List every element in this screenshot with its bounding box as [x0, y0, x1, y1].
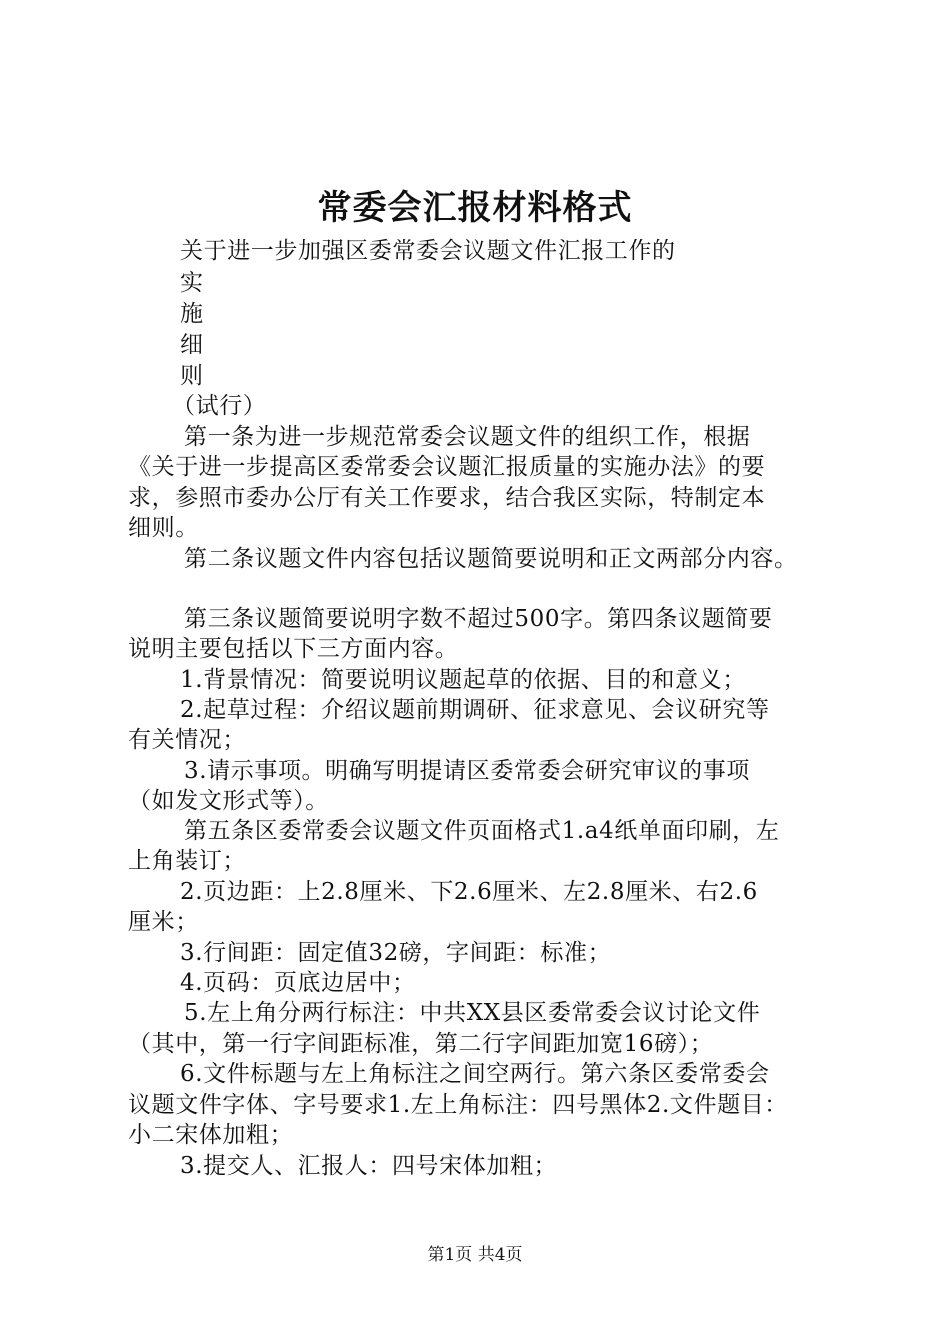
paragraph-line: 6.文件标题与左上角标注之间空两行。第六条区委常委会 — [180, 1061, 770, 1087]
paragraph-line: 第一条为进一步规范常委会议题文件的组织工作，根据 — [184, 424, 751, 450]
paragraph-line: 议题文件字体、字号要求1.左上角标注：四号黑体2.文件题目： — [128, 1092, 788, 1118]
document-title: 常委会汇报材料格式 — [317, 188, 633, 228]
subtitle-char: 则 — [180, 363, 204, 389]
paragraph-line: 2.页边距：上2.8厘米、下2.6厘米、左2.8厘米、右2.6 — [180, 879, 758, 905]
paragraph-line: 厘米； — [128, 909, 199, 935]
paragraph-line: 3.提交人、汇报人：四号宋体加粗； — [180, 1153, 558, 1179]
paragraph-line: 上角装订； — [128, 848, 246, 874]
paragraph-line: （如发文形式等）。 — [128, 788, 329, 814]
paragraph-line: 3.行间距：固定值32磅，字间距：标准； — [180, 940, 612, 966]
paragraph-line: 小二宋体加粗； — [128, 1122, 294, 1148]
paragraph-line: 《关于进一步提高区委常委会议题汇报质量的实施办法》的要 — [128, 454, 766, 480]
paragraph-line: 5.左上角分两行标注：中共XX县区委常委会议讨论文件 — [184, 1000, 761, 1026]
paragraph-line: 第三条议题简要说明字数不超过500字。第四条议题简要 — [184, 606, 773, 632]
paragraph-line: 细则。 — [128, 515, 199, 541]
paragraph-line: 第二条议题文件内容包括议题简要说明和正文两部分内容。 — [184, 546, 798, 572]
paragraph-line: 求，参照市委办公厅有关工作要求，结合我区实际，特制定本 — [128, 485, 766, 511]
paragraph-line: 1.背景情况：简要说明议题起草的依据、目的和意义； — [180, 667, 746, 693]
paragraph-line: 第五条区委常委会议题文件页面格式1.a4纸单面印刷，左 — [184, 818, 780, 844]
paragraph-line: 2.起草过程：介绍议题前期调研、征求意见、会议研究等 — [180, 697, 770, 723]
subtitle-line: 关于进一步加强区委常委会议题文件汇报工作的 — [180, 238, 676, 264]
paragraph-line: 有关情况； — [128, 727, 246, 753]
paragraph-line: 说明主要包括以下三方面内容。 — [128, 636, 459, 662]
subtitle-char: 细 — [180, 332, 204, 358]
paragraph-line: 4.页码：页底边居中； — [180, 970, 416, 996]
page-footer: 第1页 共4页 — [427, 1245, 523, 1265]
subtitle-char: 施 — [180, 301, 204, 327]
subtitle-char: 实 — [180, 270, 204, 296]
subtitle-trial: （试行） — [172, 393, 267, 419]
paragraph-line: （其中，第一行字间距标准，第二行字间距加宽16磅）； — [128, 1031, 714, 1057]
paragraph-line: 3.请示事项。明确写明提请区委常委会研究审议的事项 — [184, 758, 750, 784]
